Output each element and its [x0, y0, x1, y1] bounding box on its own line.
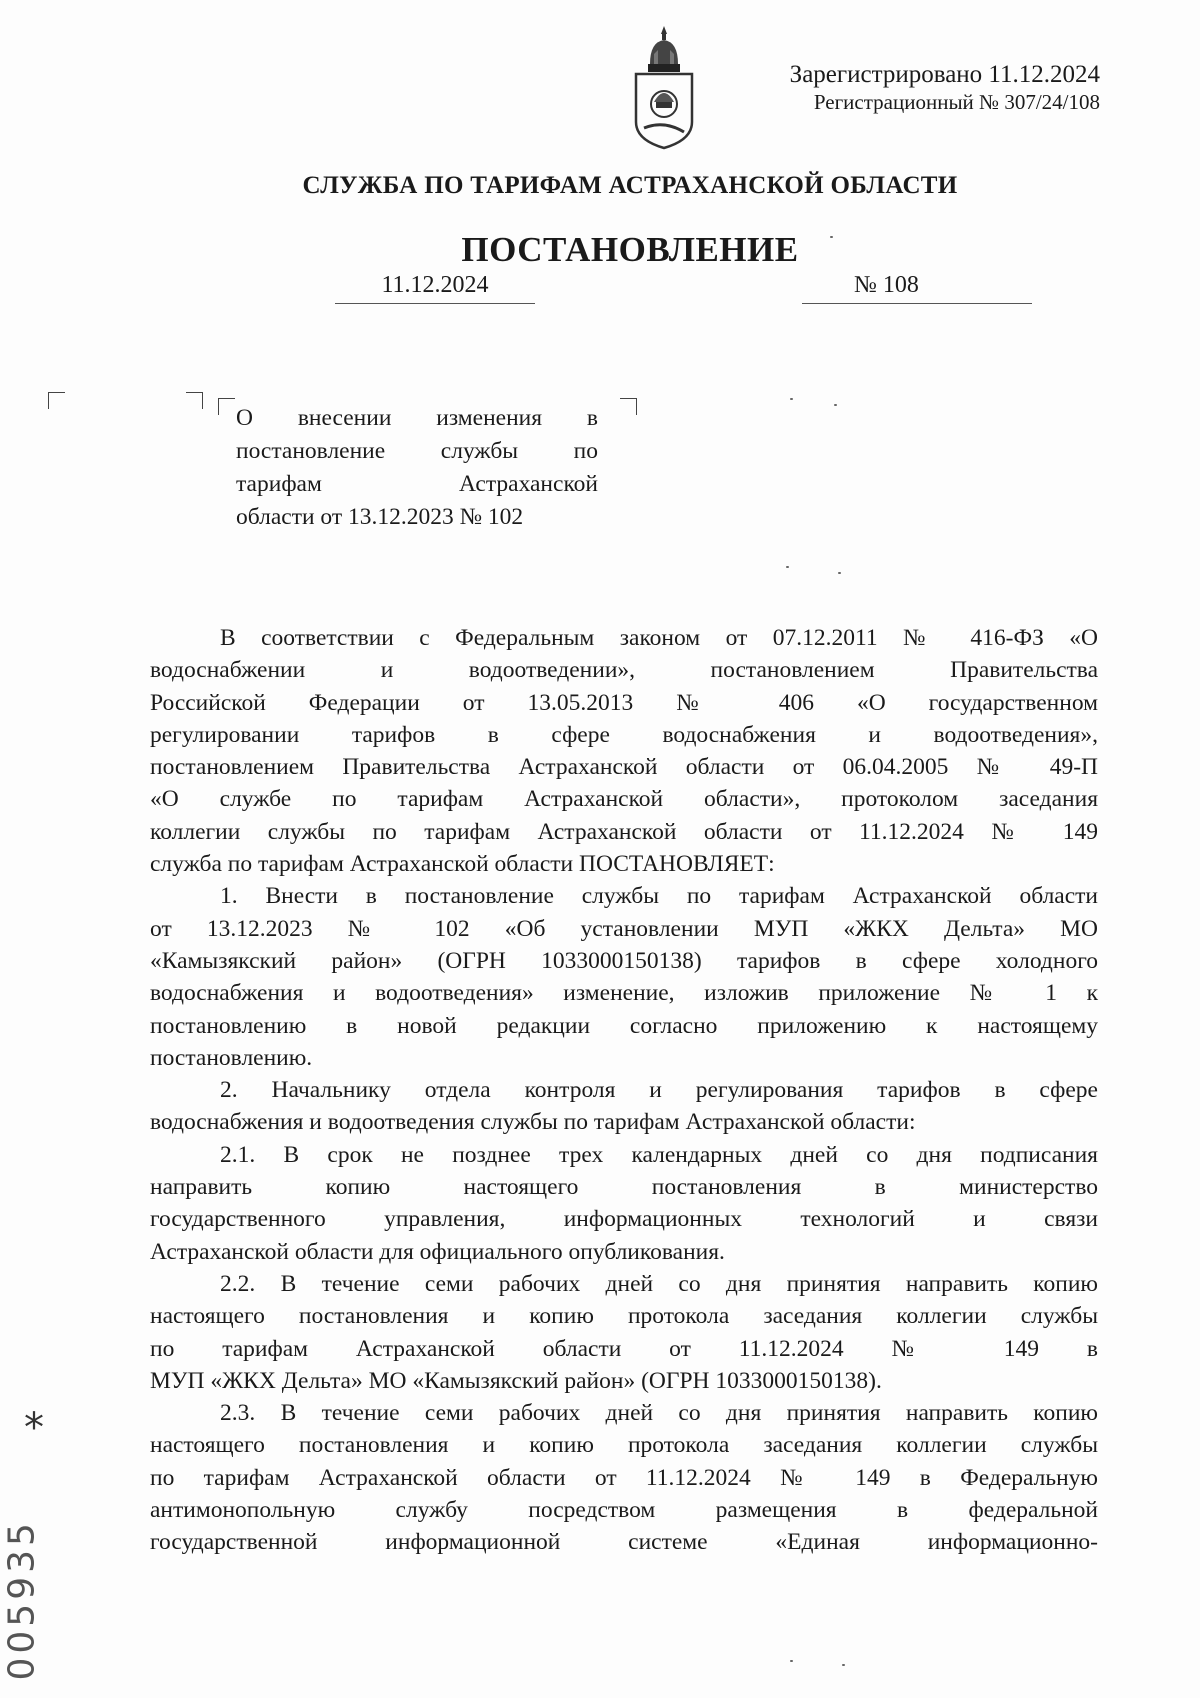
document-type: ПОСТАНОВЛЕНИЕ	[461, 230, 799, 269]
subject-line: области от 13.12.2023 № 102	[236, 504, 524, 530]
body-line: по тарифам Астраханской области от 11.12.2024 № 149 в Федеральную	[150, 1464, 1098, 1491]
body-line: по тарифам Астраханской области от 11.12.2024 № 149 в	[150, 1335, 1098, 1362]
body-line: государственной информационной системе «Единая информационно-	[150, 1529, 1098, 1556]
subject-line: постановление службы по	[236, 438, 598, 464]
subject-line: О внесении изменения в	[236, 405, 598, 431]
body-line: от 13.12.2023 № 102 «Об установлении МУП «ЖКХ Дельта» МО	[150, 915, 1098, 942]
body-line: 1. Внести в постановление службы по тарифам Астраханской области	[220, 883, 1098, 910]
body-line: регулировании тарифов в сфере водоснабжения и водоотведения»,	[150, 721, 1098, 748]
agency-name: СЛУЖБА ПО ТАРИФАМ АСТРАХАНСКОЙ ОБЛАСТИ	[302, 172, 958, 199]
body-line: МУП «ЖКХ Дельта» МО «Камызякский район» (ОГРН 1033000150138).	[150, 1367, 882, 1394]
corner-mark	[48, 392, 65, 409]
registration-date: Зарегистрировано 11.12.2024	[789, 61, 1100, 88]
body-line: постановлением Правительства Астраханской области от 06.04.2005 № 49-П	[150, 754, 1098, 781]
body-line: водоснабжения и водоотведения» изменение, изложив приложение № 1 к	[150, 980, 1098, 1007]
body-line: «О службе по тарифам Астраханской области», протоколом заседания	[150, 786, 1098, 813]
scan-speck	[786, 566, 789, 568]
side-stamp-number: 005935	[1, 1519, 43, 1681]
body-line: Астраханской области для официального опубликования.	[150, 1238, 725, 1265]
body-line: «Камызякский район» (ОГРН 1033000150138) тарифов в сфере холодного	[150, 947, 1098, 974]
document-body	[150, 622, 1098, 1559]
body-line: направить копию настоящего постановления в министерство	[150, 1174, 1098, 1201]
scan-speck	[830, 236, 833, 238]
registration-stamp	[790, 60, 1100, 115]
document-number: № 108	[802, 272, 1032, 304]
body-line: 2.1. В срок не позднее трех календарных дней со дня подписания	[220, 1141, 1098, 1168]
body-line: 2. Начальнику отдела контроля и регулирования тарифов в сфере	[220, 1077, 1098, 1104]
document-subject	[236, 402, 598, 534]
body-line: антимонопольную службу посредством размещения в федеральной	[150, 1497, 1098, 1524]
body-line: настоящего постановления и копию протокола заседания коллегии службы	[150, 1432, 1098, 1459]
body-line: коллегии службы по тарифам Астраханской области от 11.12.2024 № 149	[150, 818, 1098, 845]
scan-speck	[790, 398, 793, 400]
corner-mark	[620, 398, 637, 415]
scan-speck	[790, 1660, 793, 1662]
body-line: 2.3. В течение семи рабочих дней со дня принятия направить копию	[220, 1400, 1098, 1427]
scan-speck	[834, 404, 837, 406]
body-line: водоснабжении и водоотведении», постановлением Правительства	[150, 657, 1098, 684]
document-date: 11.12.2024	[335, 272, 535, 304]
body-line: В соответствии с Федеральным законом от 07.12.2011 № 416-ФЗ «О	[220, 625, 1098, 651]
body-line: постановлению.	[150, 1044, 313, 1071]
body-line: государственного управления, информационных технологий и связи	[150, 1206, 1098, 1233]
corner-mark	[186, 392, 203, 409]
coat-of-arms-icon	[632, 24, 696, 150]
side-stamp-mark: *	[24, 1405, 44, 1451]
body-line: постановлению в новой редакции согласно приложению к настоящему	[150, 1012, 1098, 1039]
body-line: служба по тарифам Астраханской области ПОСТАНОВЛЯЕТ:	[150, 851, 775, 878]
corner-mark	[218, 398, 235, 415]
body-line: 2.2. В течение семи рабочих дней со дня принятия направить копию	[220, 1270, 1098, 1297]
scan-speck	[838, 572, 841, 574]
scan-speck	[842, 1664, 845, 1666]
subject-line: тарифам Астраханской	[236, 471, 598, 497]
registration-number: Регистрационный № 307/24/108	[813, 90, 1100, 114]
body-line: настоящего постановления и копию протокола заседания коллегии службы	[150, 1303, 1098, 1330]
body-line: Российской Федерации от 13.05.2013 № 406 «О государственном	[150, 689, 1098, 716]
body-line: водоснабжения и водоотведения службы по тарифам Астраханской области:	[150, 1109, 916, 1136]
